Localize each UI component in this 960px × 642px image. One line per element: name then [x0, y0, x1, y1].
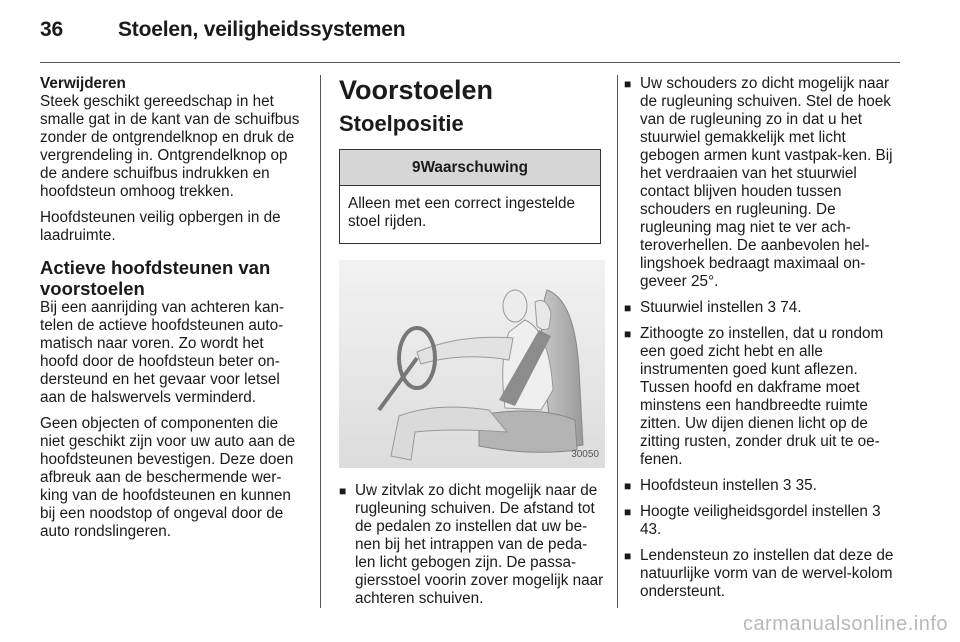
bullet-text: Zithoogte zo instellen, dat u rondom een goed zicht hebt en alle instrumenten goed kunt aflezen. Tussen hoofd en dakframe moet minstens een handbreedte ruimte zitten. Uw dijen dienen licht op de zitting rusten, zonder druk uit te oe-fenen.	[640, 325, 884, 468]
bullet-item	[624, 75, 906, 291]
section-subtitle: Stoelpositie	[339, 111, 464, 136]
verwijderen-heading: Verwijderen	[40, 75, 126, 92]
warning-box	[339, 149, 601, 244]
bullet-item	[624, 325, 906, 469]
seat-position-illustration	[339, 260, 605, 468]
warning-title: Waarschuwing	[420, 159, 528, 176]
bullet-icon: ■	[624, 327, 632, 341]
bullet-item	[339, 482, 605, 608]
column-divider-1	[320, 75, 321, 608]
bullet-text: Hoogte veiligheidsgordel instellen 3 43.	[640, 503, 881, 538]
bullet-text: Uw zitvlak zo dicht mogelijk naar de rugleuning schuiven. De afstand tot de pedalen zo instellen dat uw be-nen bij het intrappen van de peda-len licht gebogen zijn. De passa-giersstoel voorin zover mogelijk naar achteren schuiven.	[355, 482, 604, 607]
bullet-text: Hoofdsteun instellen 3 35.	[640, 477, 817, 494]
column-middle	[339, 75, 605, 616]
figure-number: 30050	[571, 449, 599, 460]
actieve-hoofdsteunen-heading: Actieve hoofdsteunen van voorstoelen	[40, 257, 271, 299]
bullet-text: Uw schouders zo dicht mogelijk naar de rugleuning schuiven. Stel de hoek van de rugleuning zo in dat u het stuurwiel gemakkelijk met licht gebogen armen kunt vastpak-ken. Bij het verdraaien van het stuurwiel contact blijven houden tussen schouders en rugleuning. De rugleuning mag niet te ver ach-teroverhellen. De aanbevolen hel-lingshoek bedraagt maximaal on-geveer 25°.	[640, 75, 893, 290]
bullet-icon: ■	[339, 484, 347, 498]
bullet-icon: ■	[624, 479, 632, 493]
warning-text: Alleen met een correct ingestelde stoel rijden.	[348, 195, 576, 230]
bullet-item	[624, 547, 906, 601]
driver-seat-image	[339, 260, 605, 468]
warning-header	[340, 150, 600, 186]
actieve-hoofdsteunen-text: Bij een aanrijding van achteren kan-telen de actieve hoofdsteunen auto-matisch naar voren. Zo wordt het hoofd door de hoofdsteun beter on-dersteund en het gevaar voor letsel aan de halswervels verminderd.	[40, 299, 285, 406]
section-title: Voorstoelen	[339, 75, 494, 105]
bullet-icon: ■	[624, 549, 632, 563]
watermark: carmanualsonline.info	[742, 613, 948, 635]
bullet-item	[624, 299, 906, 317]
bullet-text: Lendensteun zo instellen dat deze de natuurlijke vorm van de wervel-kolom ondersteunt.	[640, 547, 894, 600]
opbergen-text: Hoofdsteunen veilig opbergen in de laadruimte.	[40, 209, 281, 244]
page-title: Stoelen, veiligheidssystemen	[118, 18, 406, 41]
verwijderen-text: Steek geschikt gereedschap in het smalle gat in de kant van de schuifbus zonder de ontgrendelknop en druk de vergrendeling in. Ontgrendelknop op de andere schuifbus indrukken en hoofdsteun omhoog trekken.	[40, 93, 300, 200]
objecten-text: Geen objecten of componenten die niet geschikt zijn voor uw auto aan de hoofdsteunen bevestigen. Deze doen afbreuk aan de beschermende wer-king van de hoofdsteunen en kunnen bij een noodstop of ongeval door de auto rondslingeren.	[40, 415, 296, 540]
bullet-text: Stuurwiel instellen 3 74.	[640, 299, 802, 316]
bullet-icon: ■	[624, 505, 632, 519]
page-header	[40, 18, 405, 42]
bullet-icon: ■	[624, 301, 632, 315]
warning-icon: 9	[412, 159, 421, 176]
header-rule	[40, 62, 900, 63]
column-right	[624, 75, 906, 609]
bullet-icon: ■	[624, 77, 632, 91]
column-left	[40, 75, 304, 549]
page-number: 36	[40, 18, 63, 41]
column-divider-2	[617, 75, 618, 608]
bullet-item	[624, 503, 906, 539]
bullet-item	[624, 477, 906, 495]
